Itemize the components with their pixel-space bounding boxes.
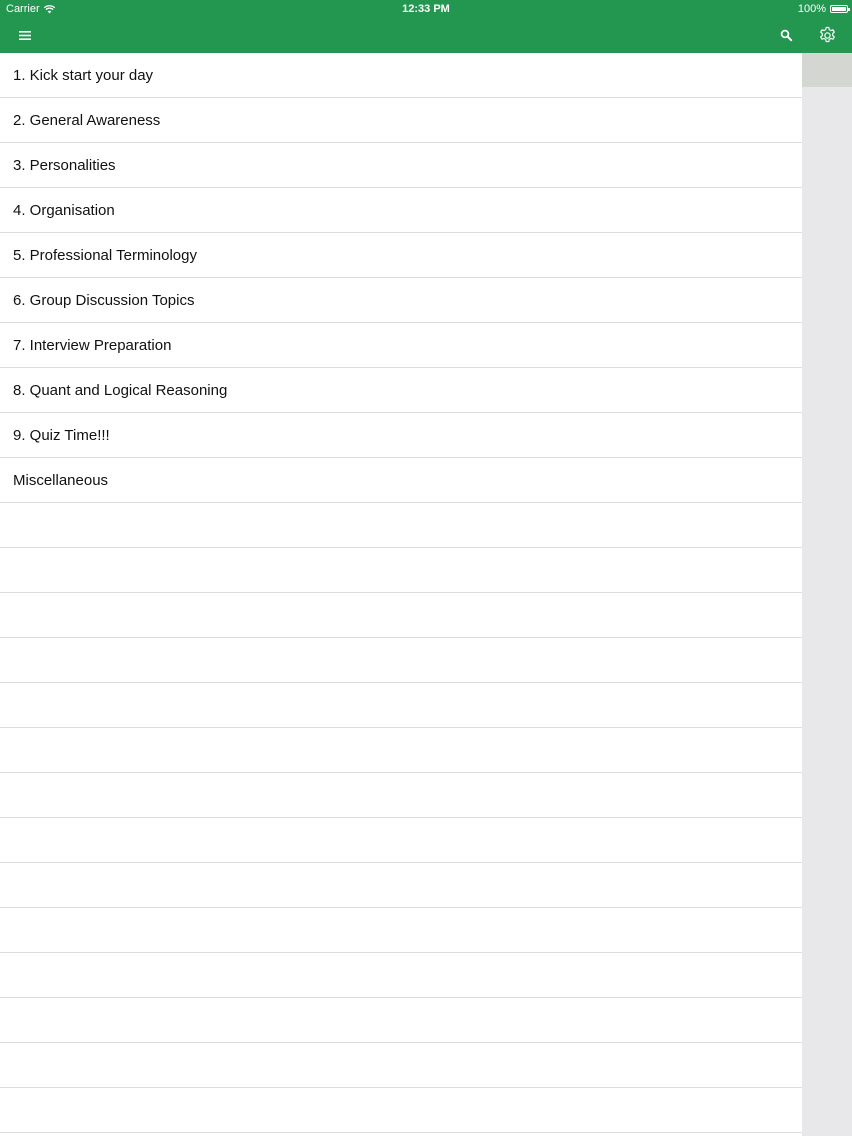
- empty-row: [0, 818, 802, 863]
- list-item[interactable]: [0, 413, 802, 458]
- settings-button[interactable]: [809, 18, 845, 53]
- list-item[interactable]: [0, 233, 802, 278]
- status-bar: [0, 0, 852, 18]
- list-item[interactable]: [0, 143, 802, 188]
- side-scroll-track[interactable]: [802, 53, 852, 1136]
- battery-percent: 100%: [797, 3, 826, 15]
- empty-row: [0, 908, 802, 953]
- list-item-label: 3. Personalities: [13, 156, 116, 174]
- carrier-label: Carrier: [6, 3, 40, 15]
- list-item-label: 8. Quant and Logical Reasoning: [13, 381, 228, 399]
- list-item[interactable]: [0, 98, 802, 143]
- list-item-label: 5. Professional Terminology: [13, 246, 197, 264]
- empty-row: [0, 683, 802, 728]
- list-item-label: 7. Interview Preparation: [13, 336, 172, 354]
- gear-icon: [818, 26, 837, 45]
- topic-list: [0, 53, 802, 1136]
- empty-row: [0, 503, 802, 548]
- empty-row: [0, 953, 802, 998]
- list-item[interactable]: [0, 188, 802, 233]
- list-item[interactable]: [0, 278, 802, 323]
- empty-row: [0, 1088, 802, 1133]
- menu-button[interactable]: [7, 18, 43, 53]
- clock: 12:33 PM: [402, 3, 450, 15]
- empty-row: [0, 728, 802, 773]
- list-item-label: Miscellaneous: [13, 471, 109, 489]
- scroll-thumb[interactable]: [802, 53, 852, 87]
- list-item-label: 4. Organisation: [13, 201, 115, 219]
- hamburger-menu-icon: [18, 30, 32, 41]
- navigation-bar: [0, 18, 852, 53]
- empty-row: [0, 1043, 802, 1088]
- empty-row: [0, 548, 802, 593]
- search-icon: [780, 29, 793, 42]
- battery-indicator: [798, 3, 848, 15]
- list-item[interactable]: [0, 458, 802, 503]
- list-item[interactable]: [0, 53, 802, 98]
- empty-row: [0, 638, 802, 683]
- list-item-label: 1. Kick start your day: [13, 66, 154, 84]
- search-button[interactable]: [768, 18, 804, 53]
- list-item[interactable]: [0, 368, 802, 413]
- list-item-label: 9. Quiz Time!!!: [13, 426, 110, 444]
- empty-row: [0, 593, 802, 638]
- empty-row: [0, 773, 802, 818]
- empty-row: [0, 998, 802, 1043]
- list-item[interactable]: [0, 323, 802, 368]
- battery-icon: [830, 5, 848, 13]
- list-item-label: 6. Group Discussion Topics: [13, 291, 195, 309]
- empty-row: [0, 863, 802, 908]
- list-item-label: 2. General Awareness: [13, 111, 161, 129]
